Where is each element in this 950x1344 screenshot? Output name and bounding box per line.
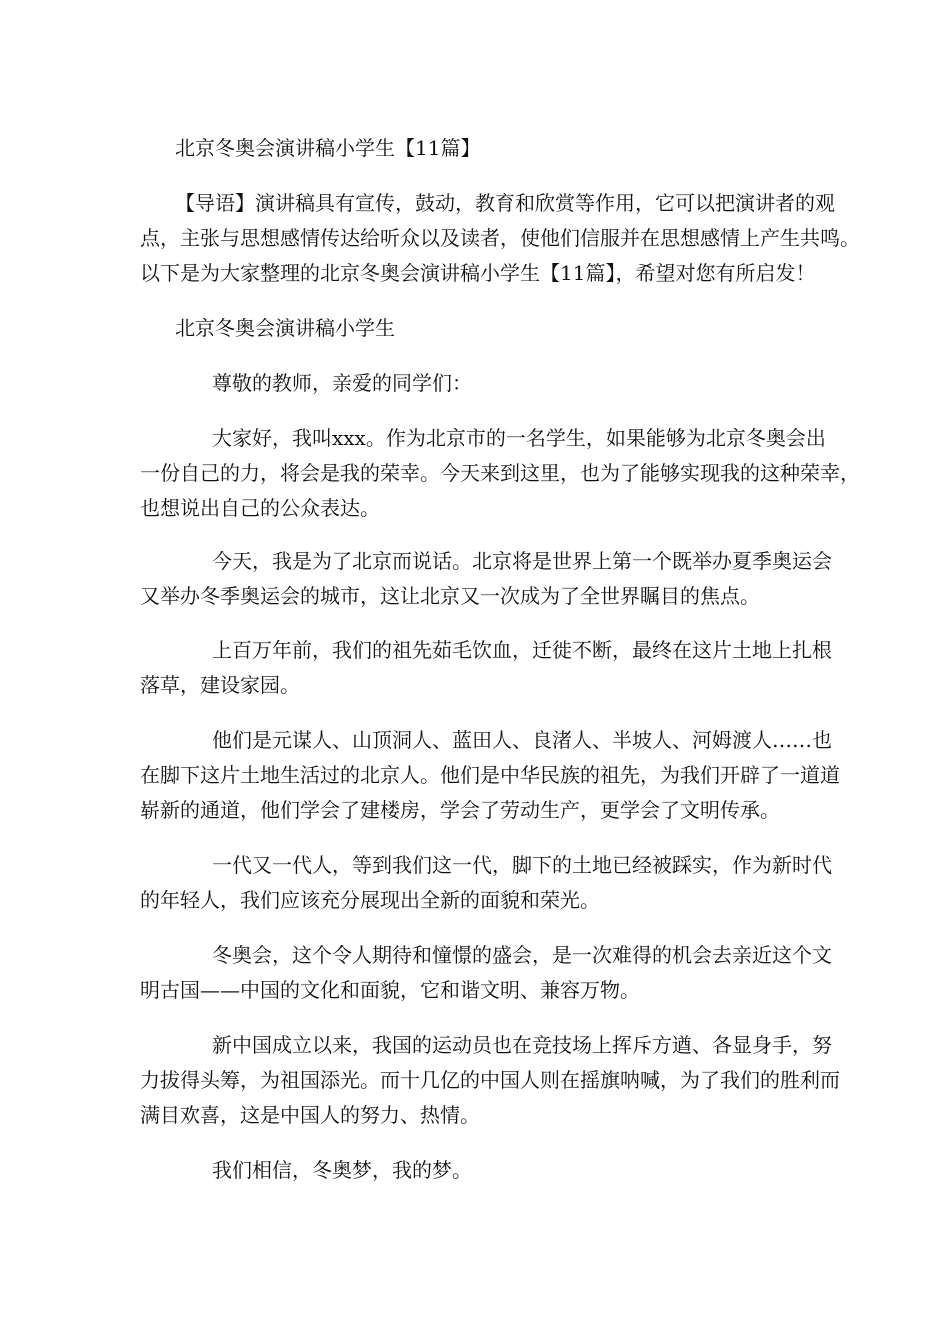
section-heading: 北京冬奥会演讲稿小学生 [175, 316, 395, 340]
paragraph-line: 满目欢喜，这是中国人的努力、热情。 [140, 1103, 480, 1127]
intro-line: 【导语】演讲稿具有宣传，鼓动，教育和欣赏等作用，它可以把演讲者的观 [175, 191, 835, 215]
salutation: 尊敬的教师，亲爱的同学们： [212, 371, 472, 395]
paragraph-line: 崭新的通道，他们学会了建楼房，学会了劳动生产，更学会了文明传承。 [140, 798, 780, 822]
paragraph-line: 又举办冬季奥运会的城市，这让北京又一次成为了全世界瞩目的焦点。 [140, 584, 760, 608]
paragraph-line: 明古国——中国的文化和面貌，它和谐文明、兼容万物。 [140, 978, 640, 1002]
paragraph-line: 新中国成立以来，我国的运动员也在竞技场上挥斥方遒、各显身手，努 [212, 1033, 832, 1057]
paragraph-line: 在脚下这片土地生活过的北京人。他们是中华民族的祖先，为我们开辟了一道道 [140, 763, 840, 787]
document-title: 北京冬奥会演讲稿小学生【11篇】 [175, 136, 481, 160]
intro-line: 点，主张与思想感情传达给听众以及读者，使他们信服并在思想感情上产生共鸣。 [140, 226, 860, 250]
paragraph-line: 他们是元谋人、山顶洞人、蓝田人、良渚人、半坡人、河姆渡人……也 [212, 728, 832, 752]
paragraph-line: 一份自己的力，将会是我的荣幸。今天来到这里，也为了能够实现我的这种荣幸， [140, 461, 860, 485]
paragraph-line: 上百万年前，我们的祖先茹毛饮血，迁徙不断，最终在这片土地上扎根 [212, 638, 832, 662]
paragraph-line: 力拔得头筹，为祖国添光。而十几亿的中国人则在摇旗呐喊，为了我们的胜利而 [140, 1068, 840, 1092]
paragraph-line: 我们相信，冬奥梦，我的梦。 [212, 1158, 472, 1182]
paragraph-line: 一代又一代人，等到我们这一代，脚下的土地已经被踩实，作为新时代 [212, 853, 832, 877]
paragraph-line: 的年轻人，我们应该充分展现出全新的面貌和荣光。 [140, 888, 600, 912]
paragraph-line: 大家好，我叫xxx。作为北京市的一名学生，如果能够为北京冬奥会出 [212, 426, 826, 450]
paragraph-line: 落草，建设家园。 [140, 673, 300, 697]
paragraph-line: 也想说出自己的公众表达。 [140, 496, 380, 520]
intro-line: 以下是为大家整理的北京冬奥会演讲稿小学生【11篇】，希望对您有所启发！ [140, 261, 816, 285]
paragraph-line: 冬奥会，这个令人期待和憧憬的盛会，是一次难得的机会去亲近这个文 [212, 943, 832, 967]
paragraph-line: 今天，我是为了北京而说话。北京将是世界上第一个既举办夏季奥运会 [212, 549, 832, 573]
